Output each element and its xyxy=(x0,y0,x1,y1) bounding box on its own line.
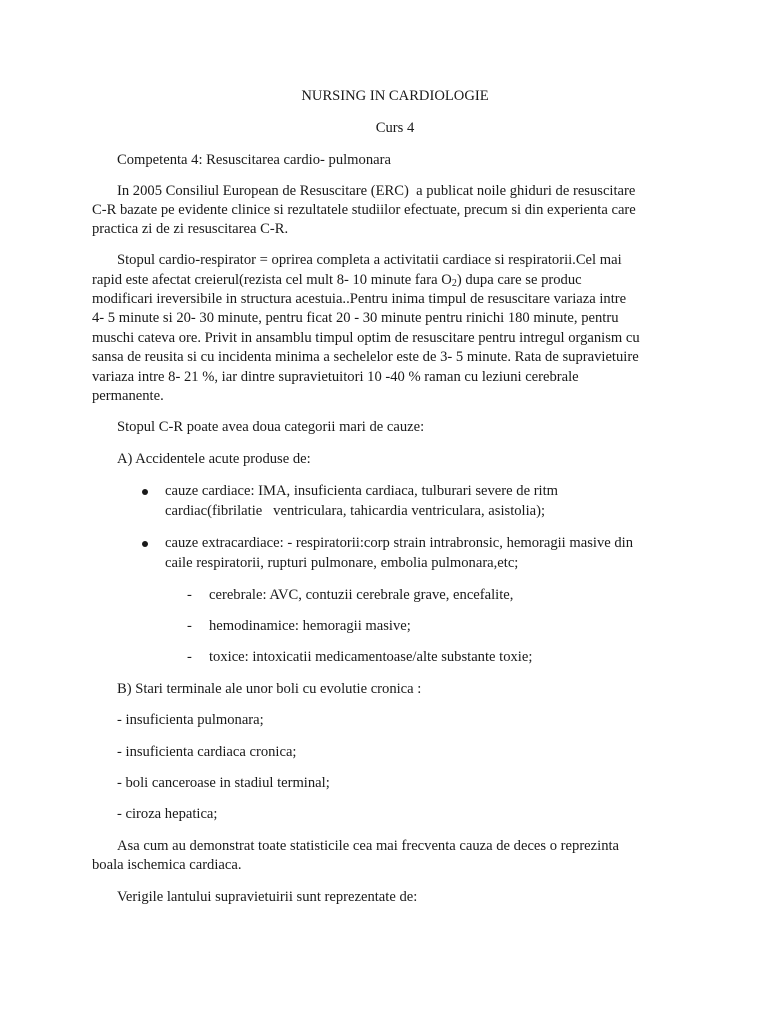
bullet-line: caile respiratorii, rupturi pulmonare, embolia pulmonara,etc; xyxy=(165,555,519,571)
bullet-dot-icon xyxy=(142,489,148,495)
para1-line: In 2005 Consiliul European de Resuscitare (ERC) a publicat noile ghiduri de resuscitare xyxy=(117,183,636,199)
para1-line: C-R bazate pe evidente clinice si rezultatele studiilor efectuate, precum si din experienta care xyxy=(92,202,636,218)
para2-text-post: ) dupa care se produc xyxy=(456,272,582,288)
bullet-line: cardiac(fibrilatie ventriculara, tahicardia ventriculara, asistolia); xyxy=(165,503,546,519)
para2-line: modificari ireversibile in structura acestuia..Pentru inima timpul de resuscitare variaza intre xyxy=(92,291,627,307)
para5-line: Verigile lantului supravietuirii sunt reprezentate de: xyxy=(117,889,418,905)
document-subtitle: Curs 4 xyxy=(375,120,415,136)
list-item: - ciroza hepatica; xyxy=(117,806,218,822)
oxygen-subscript: 2 xyxy=(451,278,457,289)
list-item: - boli canceroase in stadiul terminal; xyxy=(117,775,330,791)
para2-line: sansa de reusita si cu incidenta minima a sechelelor este de 3- 5 minute. Rata de supravietuire xyxy=(92,349,639,365)
list-item: - insuficienta cardiaca cronica; xyxy=(117,744,297,760)
dash-marker: - xyxy=(187,618,192,634)
para4-line: boala ischemica cardiaca. xyxy=(92,857,242,873)
bullet-line: cauze cardiace: IMA, insuficienta cardiaca, tulburari severe de ritm xyxy=(165,483,559,499)
competenta-heading: Competenta 4: Resuscitarea cardio- pulmonara xyxy=(117,152,391,168)
para2-line: Stopul cardio-respirator = oprirea completa a activitatii cardiace si respiratorii.Cel mai xyxy=(117,252,622,268)
section-b-heading: B) Stari terminale ale unor boli cu evolutie cronica : xyxy=(117,681,422,697)
dash-item: hemodinamice: hemoragii masive; xyxy=(209,618,411,634)
para2-line: muschi cateva ore. Privit in ansamblu timpul optim de resuscitare pentru intregul organism cu xyxy=(92,330,640,346)
list-item: - insuficienta pulmonara; xyxy=(117,712,264,728)
para3-line: Stopul C-R poate avea doua categorii mari de cauze: xyxy=(117,419,425,435)
bullet-dot-icon xyxy=(142,541,148,547)
para2-text-pre: rapid este afectat creierul(rezista cel mult 8- 10 minute fara O xyxy=(92,272,452,288)
para1-line: practica zi de zi resuscitarea C-R. xyxy=(92,221,289,237)
dash-item: toxice: intoxicatii medicamentoase/alte substante toxie; xyxy=(209,649,533,665)
para2-line: 4- 5 minute si 20- 30 minute, pentru ficat 20 - 30 minute pentru rinichi 180 minute, pentru xyxy=(92,310,619,326)
section-a-heading: A) Accidentele acute produse de: xyxy=(117,451,311,467)
dash-marker: - xyxy=(187,649,192,665)
para2-line: permanente. xyxy=(92,388,164,404)
dash-marker: - xyxy=(187,587,192,603)
bullet-line: cauze extracardiace: - respiratorii:corp strain intrabronsic, hemoragii masive din xyxy=(165,535,634,551)
document-title: NURSING IN CARDIOLOGIE xyxy=(301,88,489,104)
para4-line: Asa cum au demonstrat toate statisticile cea mai frecventa cauza de deces o reprezinta xyxy=(117,838,620,854)
para2-line: variaza intre 8- 21 %, iar dintre supravietuitori 10 -40 % raman cu leziuni cerebrale xyxy=(92,369,579,385)
dash-item: cerebrale: AVC, contuzii cerebrale grave, encefalite, xyxy=(209,587,514,603)
